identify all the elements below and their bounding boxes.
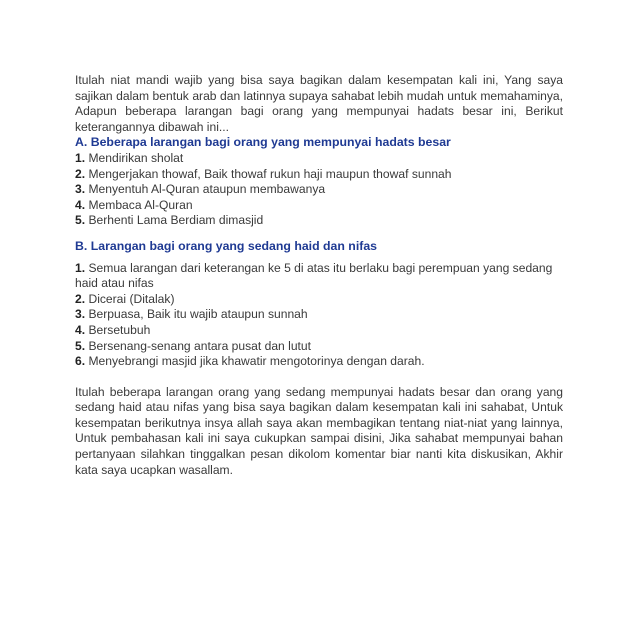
item-number: 1. (75, 260, 86, 275)
item-number: 3. (75, 182, 86, 197)
item-number: 6. (75, 354, 86, 369)
list-item (75, 182, 563, 198)
list-item (75, 292, 563, 308)
item-text: Berhenti Lama Berdiam dimasjid (85, 213, 264, 228)
document-page (75, 73, 563, 478)
list-item (75, 198, 563, 214)
item-text: Bersenang-senang antara pusat dan lutut (85, 338, 312, 353)
item-number: 2. (75, 291, 86, 306)
list-item (75, 167, 563, 183)
item-text: Bersetubuh (85, 322, 151, 337)
item-text: Berpuasa, Baik itu wajib ataupun sunnah (85, 307, 308, 322)
list-item (75, 307, 563, 323)
item-number: 4. (75, 322, 86, 337)
item-text: Menyebrangi masjid jika khawatir mengotorinya dengan darah. (85, 354, 425, 369)
section-a-list (75, 151, 563, 229)
item-text: Mendirikan sholat (85, 150, 184, 165)
closing-paragraph: Itulah beberapa larangan orang yang sedang mempunyai hadats besar dan orang yang sedang haid atau nifas yang bisa saya bagikan dalam kesempatan kali ini sahabat, Untuk kesempatan berikutnya insya allah saya akan membagikan tentang niat-niat yang lainnya, Untuk pembahasan kali ini saya cukupkan sampai disini, Jika sahabat mempunyai bahan pertanyaan silahkan tinggalkan pesan dikolom komentar biar nanti kita diskusikan, Akhir kata saya ucapkan wasallam. (75, 384, 563, 477)
intro-paragraph: Itulah niat mandi wajib yang bisa saya bagikan dalam kesempatan kali ini, Yang saya sajikan dalam bentuk arab dan latinnya supaya sahabat lebih mudah untuk memahaminya, Adapun beberapa larangan bagi orang yang mempunyai hadats besar ini, Berikut keterangannya dibawah ini... (75, 73, 563, 134)
section-b-heading: B. Larangan bagi orang yang sedang haid dan nifas (75, 238, 378, 253)
item-number: 3. (75, 307, 86, 322)
list-item (75, 261, 563, 292)
item-number: 5. (75, 338, 86, 353)
section-a-heading: A. Beberapa larangan bagi orang yang mempunyai hadats besar (75, 135, 451, 150)
list-item (75, 354, 563, 370)
item-text: Dicerai (Ditalak) (85, 291, 175, 306)
item-text: Semua larangan dari keterangan ke 5 di atas itu berlaku bagi perempuan yang sedang haid atau nifas (75, 260, 553, 291)
item-number: 1. (75, 150, 86, 165)
list-item (75, 323, 563, 339)
section-b-list (75, 261, 563, 370)
item-text: Menyentuh Al-Quran ataupun membawanya (85, 182, 326, 197)
list-item (75, 151, 563, 167)
item-text: Mengerjakan thowaf, Baik thowaf rukun haji maupun thowaf sunnah (85, 166, 452, 181)
list-item (75, 339, 563, 355)
item-number: 4. (75, 197, 86, 212)
item-number: 2. (75, 166, 86, 181)
item-text: Membaca Al-Quran (85, 197, 193, 212)
list-item (75, 213, 563, 229)
item-number: 5. (75, 213, 86, 228)
